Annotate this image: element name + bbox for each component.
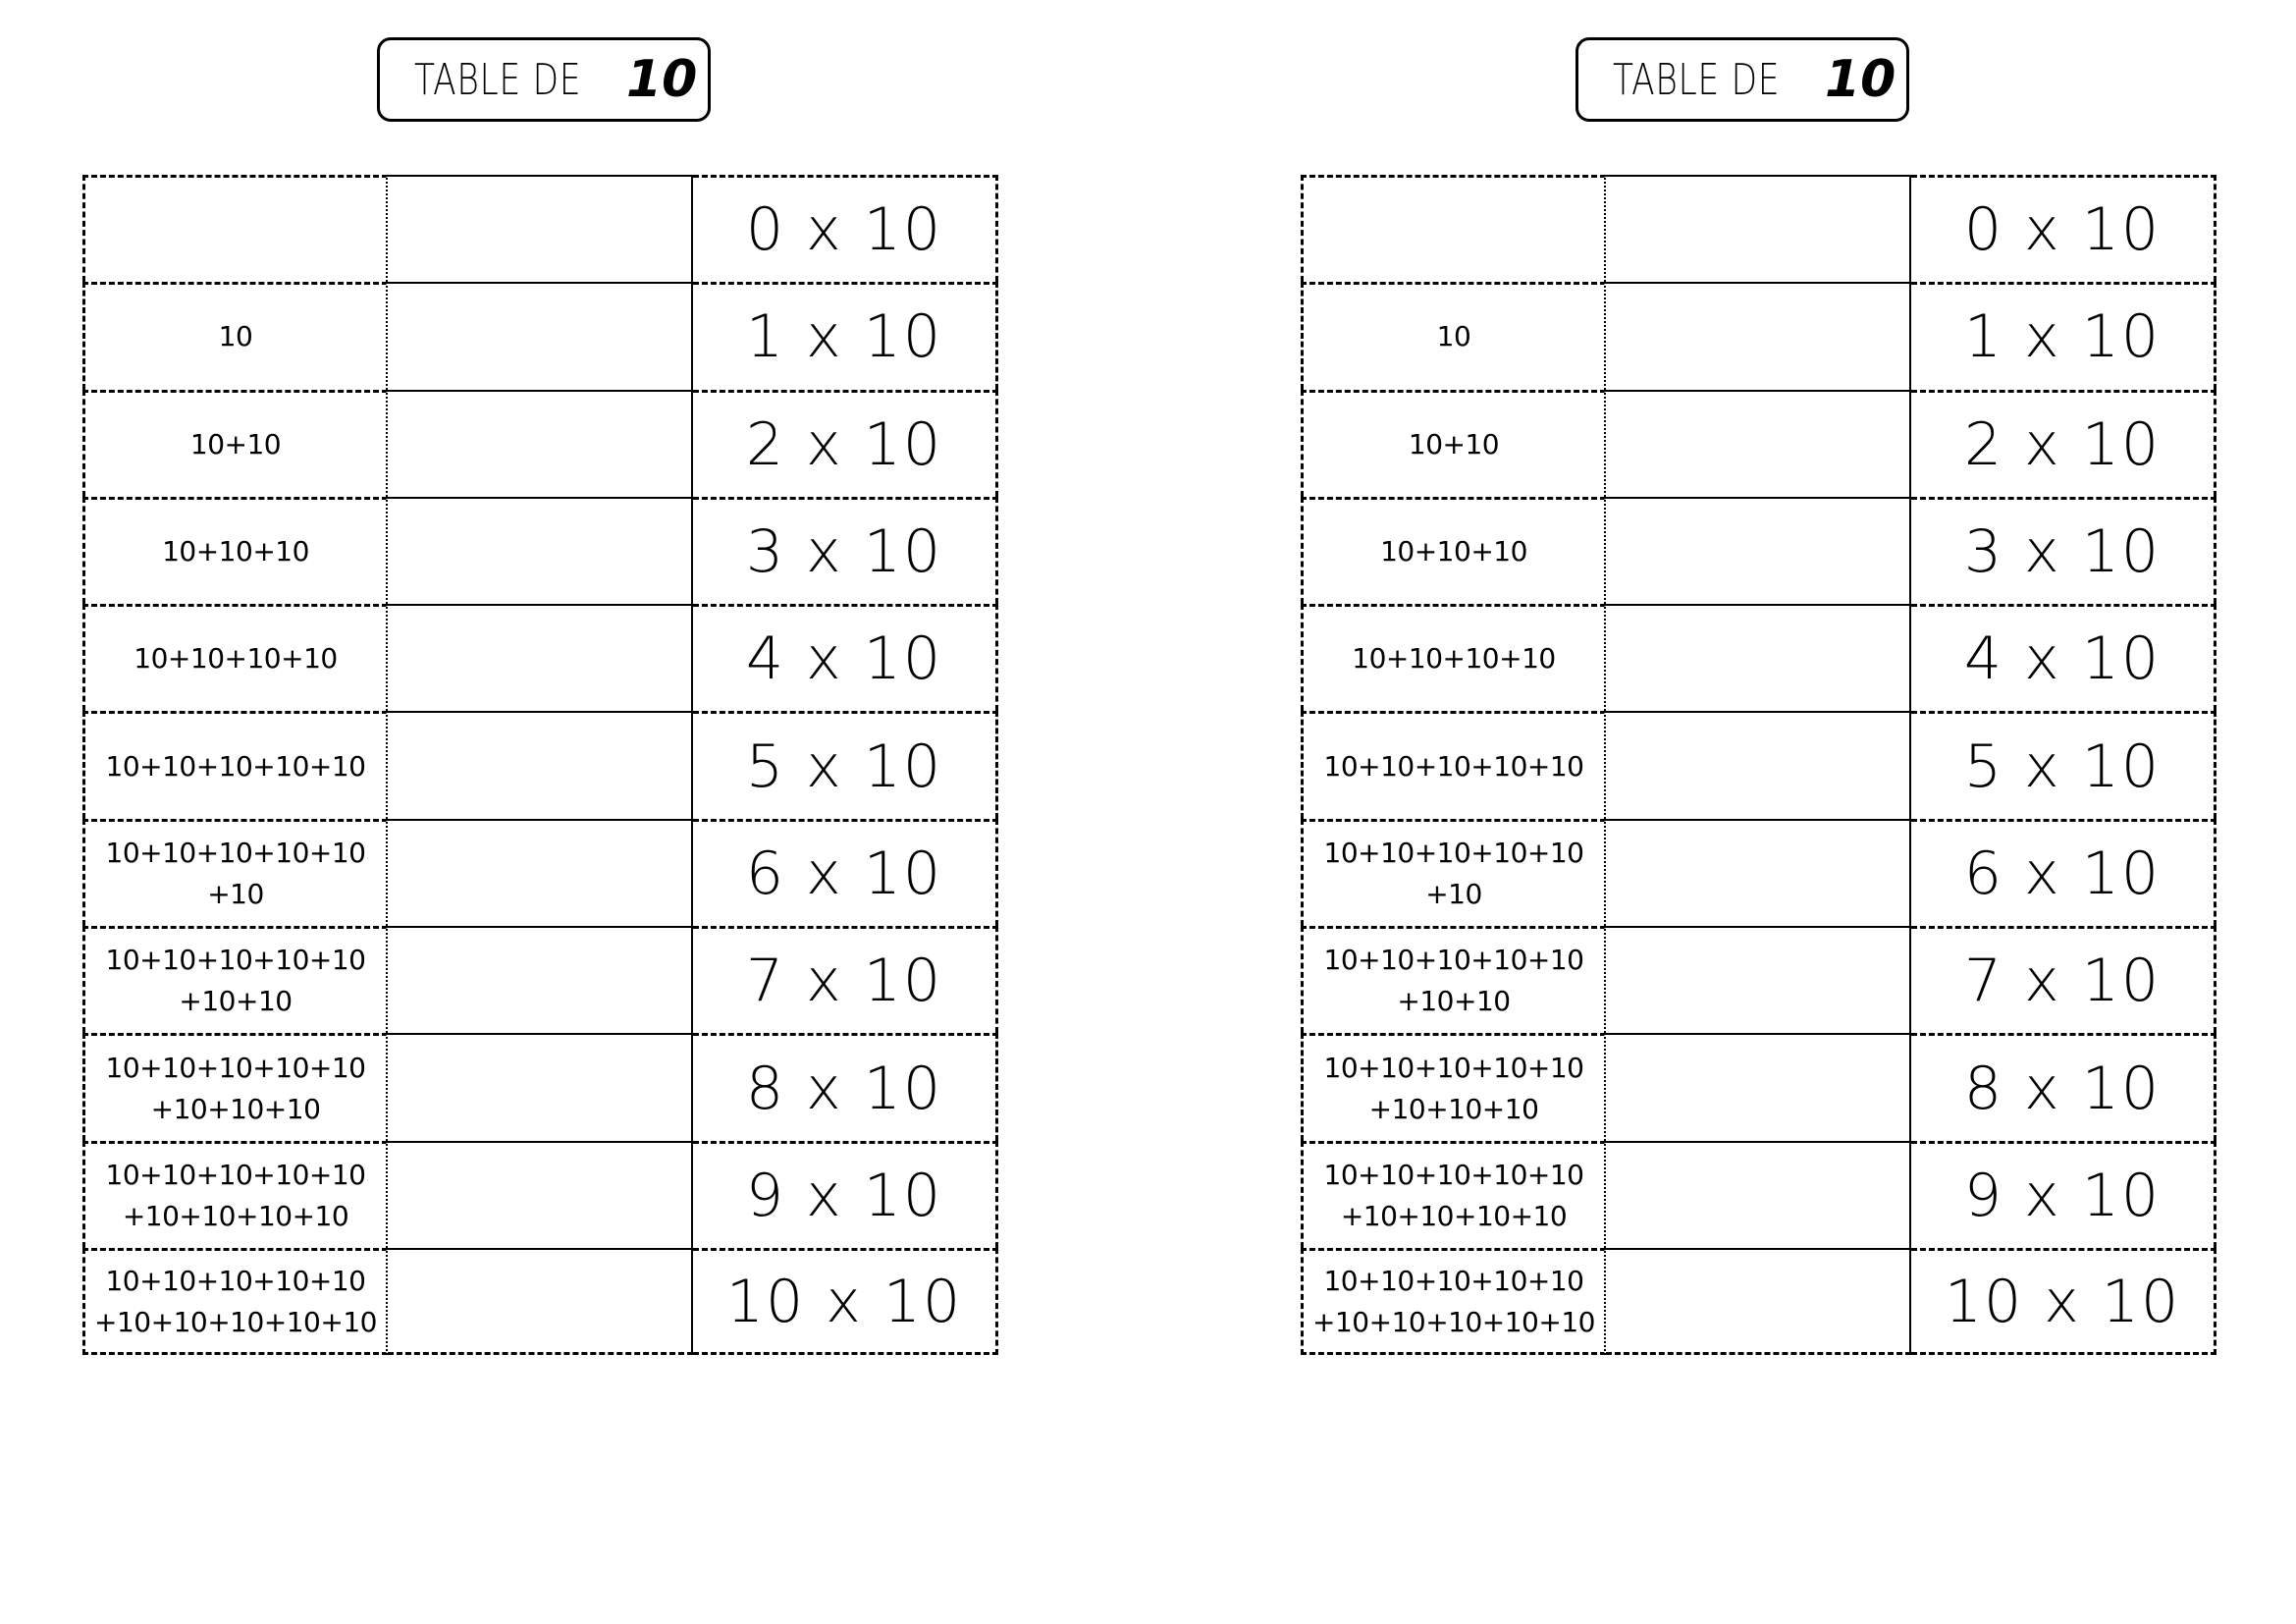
answer-cell[interactable] bbox=[388, 175, 693, 282]
answer-cell[interactable] bbox=[388, 926, 693, 1033]
title-number: 10 bbox=[625, 50, 698, 109]
repeated-addition-cell: 10+10+10+10+10 +10+10+10 bbox=[1301, 1033, 1606, 1140]
multiplication-cell: 10 x 10 bbox=[1911, 1248, 2216, 1355]
answer-cell[interactable] bbox=[388, 819, 693, 926]
answer-cell[interactable] bbox=[1606, 282, 1911, 389]
answer-cell[interactable] bbox=[1606, 175, 1911, 282]
repeated-addition-cell: 10+10+10+10+10 bbox=[1301, 711, 1606, 818]
answer-cell[interactable] bbox=[388, 497, 693, 604]
multiplication-grid bbox=[1301, 175, 2218, 1355]
multiplication-cell: 2 x 10 bbox=[693, 390, 998, 497]
multiplication-cell: 9 x 10 bbox=[693, 1141, 998, 1248]
answer-cell[interactable] bbox=[388, 390, 693, 497]
multiplication-cell: 3 x 10 bbox=[1911, 497, 2216, 604]
title-box bbox=[1575, 37, 1909, 122]
multiplication-cell: 5 x 10 bbox=[1911, 711, 2216, 818]
multiplication-cell: 8 x 10 bbox=[1911, 1033, 2216, 1140]
repeated-addition-cell: 10+10 bbox=[82, 390, 388, 497]
answer-cell[interactable] bbox=[1606, 390, 1911, 497]
answer-cell[interactable] bbox=[388, 1033, 693, 1140]
multiplication-cell: 4 x 10 bbox=[693, 604, 998, 711]
multiplication-cell: 8 x 10 bbox=[693, 1033, 998, 1140]
answer-cell[interactable] bbox=[388, 282, 693, 389]
repeated-addition-cell: 10+10+10+10+10 +10+10+10+10+10 bbox=[1301, 1248, 1606, 1355]
answer-cell[interactable] bbox=[1606, 497, 1911, 604]
repeated-addition-cell: 10+10+10 bbox=[82, 497, 388, 604]
title-text: TABLE DE bbox=[413, 54, 581, 105]
repeated-addition-cell: 10+10+10+10+10 +10+10+10+10 bbox=[1301, 1141, 1606, 1248]
repeated-addition-cell: 10 bbox=[1301, 282, 1606, 389]
multiplication-cell: 1 x 10 bbox=[1911, 282, 2216, 389]
title-number: 10 bbox=[1824, 50, 1896, 109]
repeated-addition-cell: 10+10+10 bbox=[1301, 497, 1606, 604]
answer-cell[interactable] bbox=[388, 1141, 693, 1248]
multiplication-cell: 4 x 10 bbox=[1911, 604, 2216, 711]
multiplication-cell: 10 x 10 bbox=[693, 1248, 998, 1355]
repeated-addition-cell: 10+10+10+10+10 +10 bbox=[1301, 819, 1606, 926]
repeated-addition-cell: 10+10+10+10+10 +10+10+10+10+10 bbox=[82, 1248, 388, 1355]
worksheet-right bbox=[1301, 0, 2218, 1375]
multiplication-cell: 5 x 10 bbox=[693, 711, 998, 818]
multiplication-cell: 7 x 10 bbox=[1911, 926, 2216, 1033]
multiplication-cell: 6 x 10 bbox=[693, 819, 998, 926]
multiplication-cell: 0 x 10 bbox=[693, 175, 998, 282]
multiplication-cell: 2 x 10 bbox=[1911, 390, 2216, 497]
multiplication-cell: 9 x 10 bbox=[1911, 1141, 2216, 1248]
answer-cell[interactable] bbox=[1606, 926, 1911, 1033]
repeated-addition-cell bbox=[1301, 175, 1606, 282]
answer-cell[interactable] bbox=[1606, 819, 1911, 926]
answer-cell[interactable] bbox=[388, 1248, 693, 1355]
repeated-addition-cell: 10+10+10+10+10 +10 bbox=[82, 819, 388, 926]
multiplication-grid bbox=[82, 175, 1000, 1355]
repeated-addition-cell: 10+10+10+10+10 +10+10+10+10 bbox=[82, 1141, 388, 1248]
title-text: TABLE DE bbox=[1612, 54, 1780, 105]
repeated-addition-cell: 10+10+10+10+10 bbox=[82, 711, 388, 818]
multiplication-cell: 3 x 10 bbox=[693, 497, 998, 604]
answer-cell[interactable] bbox=[388, 711, 693, 818]
answer-cell[interactable] bbox=[388, 604, 693, 711]
answer-cell[interactable] bbox=[1606, 1141, 1911, 1248]
repeated-addition-cell bbox=[82, 175, 388, 282]
answer-cell[interactable] bbox=[1606, 1248, 1911, 1355]
repeated-addition-cell: 10+10+10+10+10 +10+10 bbox=[1301, 926, 1606, 1033]
repeated-addition-cell: 10+10+10+10+10 +10+10 bbox=[82, 926, 388, 1033]
multiplication-cell: 6 x 10 bbox=[1911, 819, 2216, 926]
multiplication-cell: 7 x 10 bbox=[693, 926, 998, 1033]
answer-cell[interactable] bbox=[1606, 711, 1911, 818]
multiplication-cell: 0 x 10 bbox=[1911, 175, 2216, 282]
worksheet-left bbox=[82, 0, 1000, 1375]
repeated-addition-cell: 10+10 bbox=[1301, 390, 1606, 497]
repeated-addition-cell: 10+10+10+10+10 +10+10+10 bbox=[82, 1033, 388, 1140]
title-box bbox=[377, 37, 711, 122]
answer-cell[interactable] bbox=[1606, 1033, 1911, 1140]
multiplication-cell: 1 x 10 bbox=[693, 282, 998, 389]
answer-cell[interactable] bbox=[1606, 604, 1911, 711]
repeated-addition-cell: 10+10+10+10 bbox=[82, 604, 388, 711]
repeated-addition-cell: 10+10+10+10 bbox=[1301, 604, 1606, 711]
repeated-addition-cell: 10 bbox=[82, 282, 388, 389]
